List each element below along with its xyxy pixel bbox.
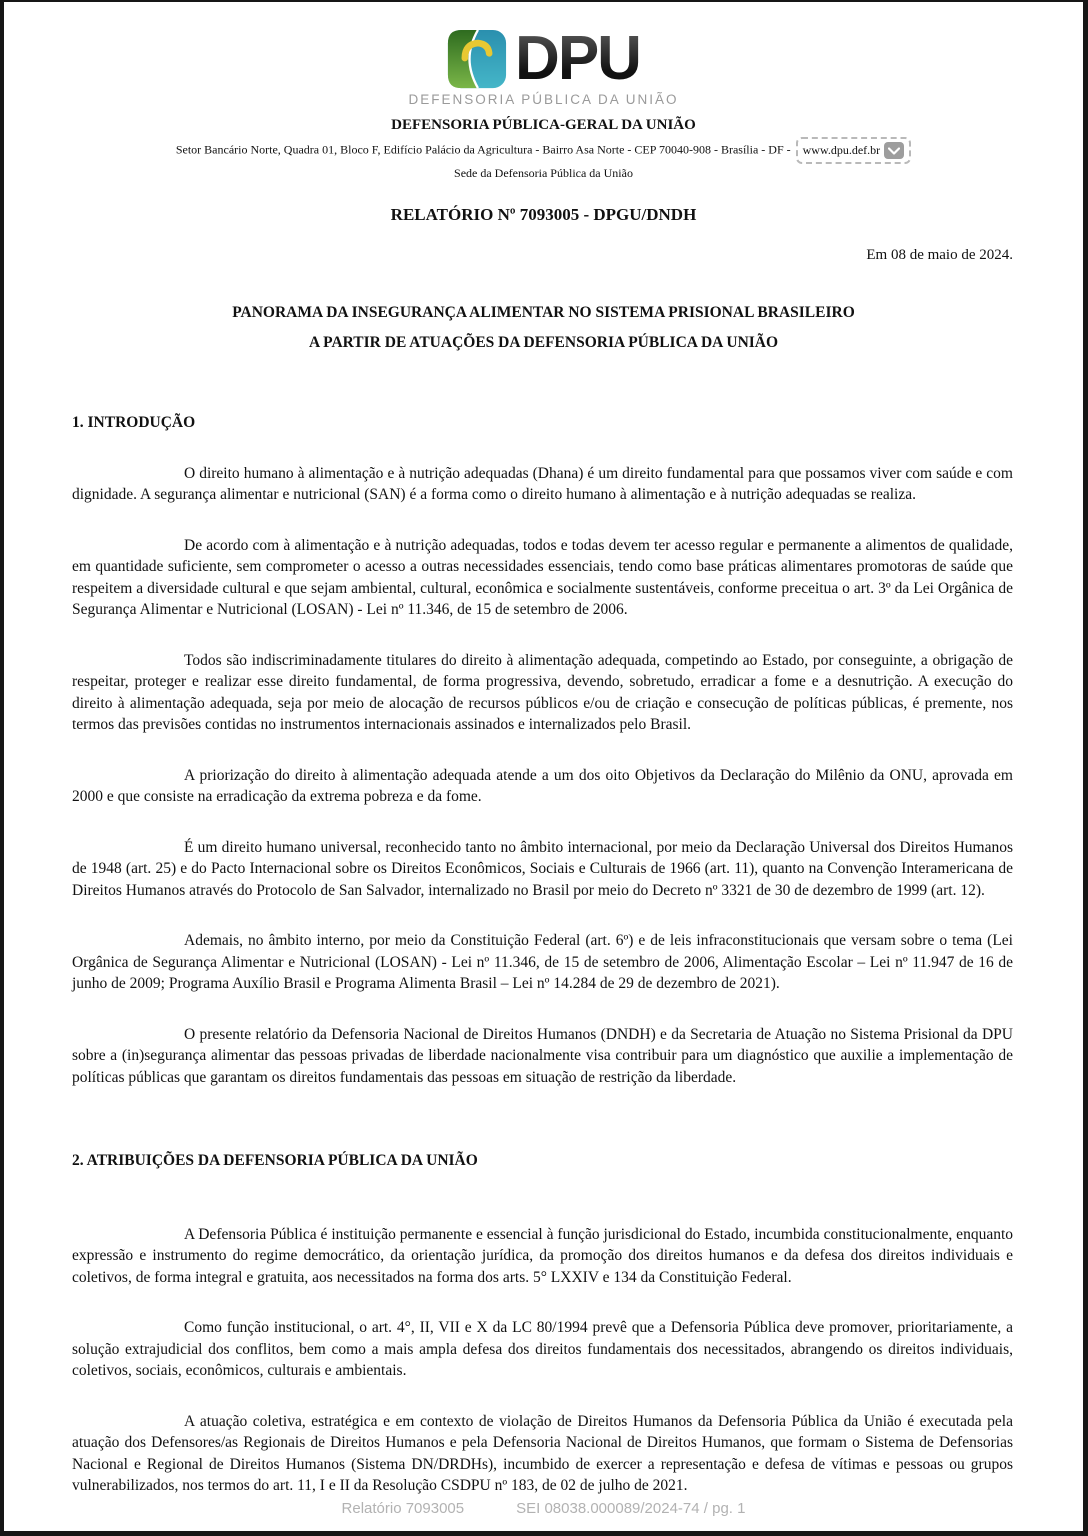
header	[4, 24, 1083, 181]
dpu-logo	[4, 24, 1083, 93]
paragraph: A priorização do direito à alimentação adequada atende a um dos oito Objetivos da Declaração do Milênio da ONU, aprovada em 2000 e que consiste na erradicação da extrema pobreza e da fome.	[72, 766, 1013, 805]
document-body	[72, 412, 1013, 1497]
section-2-heading: 2. ATRIBUIÇÕES DA DEFENSORIA PÚBLICA DA UNIÃO	[72, 1152, 478, 1169]
website-link-annotation[interactable]	[796, 137, 912, 164]
doc-title-line1: PANORAMA DA INSEGURANÇA ALIMENTAR NO SISTEMA PRISIONAL BRASILEIRO	[232, 304, 855, 321]
footer-doc-ref: Relatório 7093005	[341, 1500, 465, 1517]
paragraph: Ademais, no âmbito interno, por meio da Constituição Federal (art. 6º) e de leis infraconstitucionais que versam sobre o tema (Lei Orgânica de Segurança Alimentar e Nutricional (LOSAN) - Lei nº 11.346, de 15 de setembro de 2006, Alimentação Escolar – Lei nº 11.947 de 16 de junho de 2009; Programa Auxílio Brasil e Programa Alimenta Brasil – Lei nº 14.284 de 29 de dezembro de 2021).	[72, 932, 1013, 992]
footer-sei-ref: SEI 08038.000089/2024-74 / pg. 1	[516, 1500, 746, 1517]
paragraph: A atuação coletiva, estratégica e em contexto de violação de Direitos Humanos da Defensoria Pública da União é executada pela atuação dos Defensores/as Regionais de Direitos Humanos e pela Defensoria Nacional de Direitos Humanos, que formam o Sistema de Defensorias Nacional e Regional de Direitos Humanos (Sistema DN/DRDHs), incumbido de exercer a representação e defesa de vítimas e pessoas ou grupos vulnerabilizados, nos termos do art. 11, I e II da Resolução CSDPU nº 183, de 02 de julho de 2021.	[72, 1412, 1013, 1494]
section-1-heading: 1. INTRODUÇÃO	[72, 414, 196, 431]
sede-line: Sede da Defensoria Pública da União	[454, 166, 633, 180]
report-title: RELATÓRIO Nº 7093005 - DPGU/DNDH	[390, 205, 697, 224]
dpu-logo-text: DPU	[515, 24, 640, 93]
doc-title-line2: A PARTIR DE ATUAÇÕES DA DEFENSORIA PÚBLICA DA UNIÃO	[308, 334, 779, 351]
paragraph: A Defensoria Pública é instituição permanente e essencial à função jurisdicional do Estado, incumbida constitucionalmente, enquanto expressão e instrumento do regime democrático, da orientação jurídica, da promoção dos direitos humanos e da defesa dos direitos individuais e coletivos, de forma integral e gratuita, aos necessitados na forma dos arts. 5° LXXIV e 134 da Constituição Federal.	[72, 1225, 1013, 1286]
org-name: DEFENSORIA PÚBLICA-GERAL DA UNIÃO	[391, 117, 696, 133]
paragraph: Como função institucional, o art. 4°, II, VII e X da LC 80/1994 prevê que a Defensoria Pública deve promover, prioritariamente, a solução extrajudicial dos conflitos, bem como a mais ampla defesa dos direitos fundamentais dos necessitados, abrangendo os direitos individuais, coletivos, sociais, econômicos, culturais e ambientais.	[72, 1319, 1013, 1379]
page-footer	[4, 1500, 1083, 1517]
address-text: Setor Bancário Norte, Quadra 01, Bloco F, Edifício Palácio da Agricultura - Bairro Asa Norte - CEP 70040-908 - Brasília - DF -	[175, 142, 791, 157]
paragraph: De acordo com à alimentação e à nutrição adequadas, todos e todas devem ter acesso regular e permanente a alimentos de qualidade, em quantidade suficiente, sem comprometer o acesso a outras necessidades essenciais, tendo como base práticas alimentares promotoras de saúde que respeitem a diversidade cultural e que sejam ambiental, cultural, econômica e socialmente sustentáveis, conforme preceitua o art. 3º da Lei Orgânica de Segurança Alimentar e Nutricional (LOSAN) - Lei nº 11.346, de 15 de setembro de 2006.	[72, 536, 1013, 618]
dpu-logo-tagline: DEFENSORIA PÚBLICA DA UNIÃO	[408, 92, 679, 107]
date-line: Em 08 de maio de 2024.	[866, 247, 1013, 263]
paragraph: É um direito humano universal, reconhecido tanto no âmbito internacional, por meio da Declaração Universal dos Direitos Humanos de 1948 (art. 25) e do Pacto Internacional sobre os Direitos Econômicos, Sociais e Culturais de 1966 (art. 11), quanto na Convenção Interamericana de Direitos Humanos através do Protocolo de San Salvador, internalizado no Brasil por meio do Decreto nº 3321 de 30 de dezembro de 1999 (art. 12).	[72, 838, 1013, 899]
paragraph: Todos são indiscriminadamente titulares do direito à alimentação adequada, competindo ao Estado, por conseguinte, a obrigação de respeitar, proteger e realizar esse direito fundamental, de forma progressiva, devendo, sobretudo, erradicar a fome e a desnutrição. A execução do direito à alimentação adequada, seja por meio de alocação de recursos públicos e/ou de criação e consecução de políticas públicas, é premente, nos termos das previsões contidas no instrumentos internacionais assinados e internalizados pelo Brasil.	[72, 651, 1013, 733]
paragraph: O presente relatório da Defensoria Nacional de Direitos Humanos (DNDH) e da Secretaria de Atuação no Sistema Prisional da DPU sobre a (in)segurança alimentar das pessoas privadas de liberdade nacionalmente visa contribuir para um diagnóstico que auxilie a implementação de políticas públicas que garantam os direitos fundamentais das pessoas em situação de restrição da liberdade.	[72, 1025, 1013, 1086]
website-link[interactable]: www.dpu.def.br	[802, 143, 881, 157]
dpu-logo-icon	[447, 29, 507, 89]
chevron-down-icon[interactable]	[884, 142, 904, 159]
address-line	[4, 137, 1083, 164]
paragraph: O direito humano à alimentação e à nutrição adequadas (Dhana) é um direito fundamental para que possamos viver com saúde e com dignidade. A segurança alimentar e nutricional (SAN) é a forma como o direito humano à alimentação e à nutrição adequadas se realiza.	[72, 464, 1013, 503]
